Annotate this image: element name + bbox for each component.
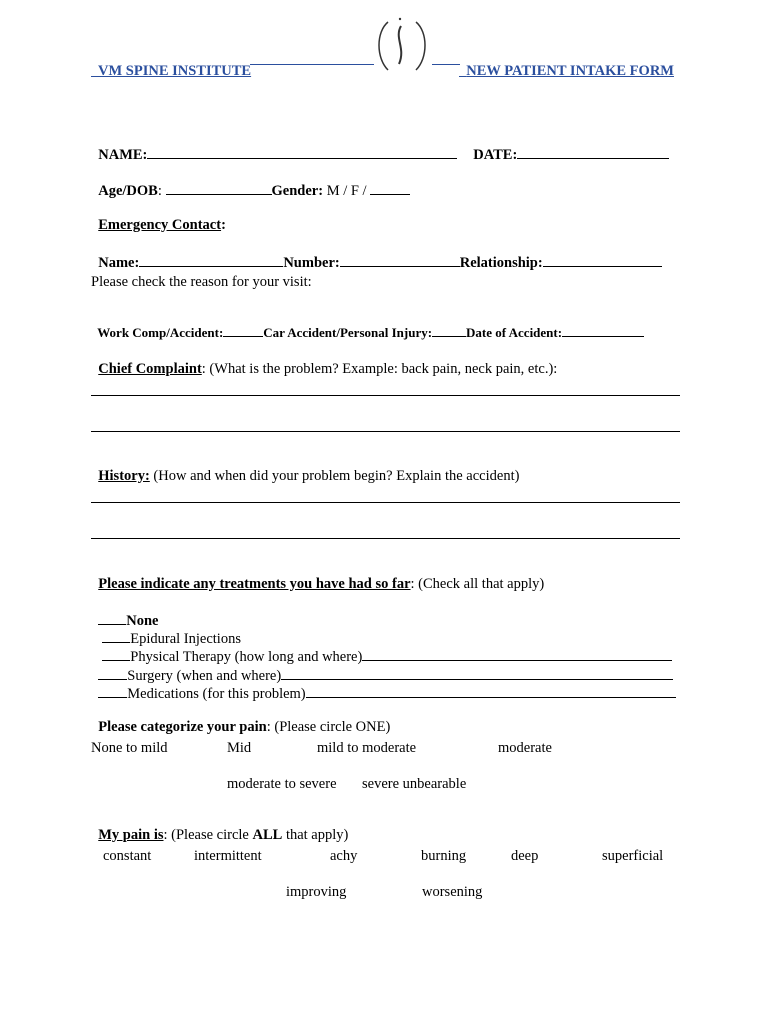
- age-dob-label: Age/DOB: [98, 182, 158, 199]
- treatments-label: Please indicate any treatments you have had so far: [98, 575, 411, 592]
- pain-is-option[interactable]: burning: [421, 848, 467, 864]
- car-accident-label: Car Accident/Personal Injury:: [263, 325, 433, 340]
- pain-is-option[interactable]: achy: [330, 848, 358, 864]
- pain-is-prompt-b: that apply): [282, 826, 349, 843]
- emergency-contact-colon: :: [221, 216, 226, 233]
- age-dob-blank[interactable]: [166, 182, 272, 195]
- date-of-accident-blank[interactable]: [562, 324, 644, 337]
- pain-category-option[interactable]: mild to moderate: [317, 740, 417, 756]
- pain-is-label: My pain is: [98, 826, 164, 843]
- history-label: History:: [98, 467, 150, 484]
- ec-relationship-label: Relationship:: [459, 254, 543, 271]
- treatment-label-surgery: Surgery (when and where): [127, 667, 282, 684]
- work-comp-blank[interactable]: [223, 324, 263, 337]
- pain-is-prompt-a: : (Please circle: [163, 826, 253, 843]
- chief-complaint-prompt: : (What is the problem? Example: back pain, neck pain, etc.):: [201, 360, 558, 377]
- treatment-item-medications[interactable]: [91, 667, 676, 702]
- treatments-heading: [91, 562, 544, 591]
- history-line-1[interactable]: [91, 502, 680, 503]
- pain-category-option[interactable]: moderate: [498, 740, 552, 756]
- date-blank[interactable]: [517, 146, 669, 159]
- name-blank[interactable]: [147, 146, 457, 159]
- name-field[interactable]: [91, 131, 457, 162]
- treatment-label-none: None: [126, 612, 159, 629]
- pain-category-option[interactable]: None to mild: [91, 740, 168, 756]
- ec-number-blank[interactable]: [340, 254, 460, 267]
- chief-complaint-line-2[interactable]: [91, 431, 680, 432]
- form-title: [459, 49, 674, 78]
- treatment-label-epidural: Epidural Injections: [130, 630, 241, 647]
- name-label: NAME:: [98, 146, 148, 163]
- ec-name-label: Name:: [98, 254, 140, 271]
- header-underline-left: [250, 64, 374, 65]
- gender-label: Gender:: [271, 182, 324, 199]
- spine-logo-icon: [374, 14, 430, 74]
- emergency-contact-heading: [91, 203, 226, 232]
- pain-is-option[interactable]: intermittent: [194, 848, 262, 864]
- age-dob-colon: :: [157, 182, 162, 199]
- visit-prompt: Please check the reason for your visit:: [91, 274, 312, 290]
- pain-is-prompt-bold: ALL: [252, 826, 283, 843]
- treatment-check-medications[interactable]: [98, 685, 127, 698]
- history-prompt: (How and when did your problem begin? Explain the accident): [149, 467, 520, 484]
- pain-category-label: Please categorize your pain: [98, 718, 267, 735]
- pain-is-option[interactable]: improving: [286, 884, 347, 900]
- history-line-2[interactable]: [91, 538, 680, 539]
- pain-category-option[interactable]: Mid: [227, 740, 252, 756]
- date-field[interactable]: [466, 131, 669, 162]
- ec-number-label: Number:: [283, 254, 340, 271]
- car-accident-blank[interactable]: [432, 324, 466, 337]
- institute-name-text: VM SPINE INSTITUTE: [98, 62, 252, 79]
- treatments-prompt: : (Check all that apply): [410, 575, 545, 592]
- pain-is-option[interactable]: worsening: [422, 884, 483, 900]
- pain-is-heading: [91, 813, 348, 842]
- pain-is-option[interactable]: superficial: [602, 848, 664, 864]
- emergency-contact-label: Emergency Contact: [98, 216, 222, 233]
- header-underline-right: [432, 64, 460, 65]
- pain-is-option[interactable]: constant: [103, 848, 152, 864]
- gender-other-blank[interactable]: [370, 182, 410, 195]
- visit-reason-row: [91, 311, 644, 339]
- treatment-detail-medications[interactable]: [306, 685, 676, 698]
- institute-name: [91, 49, 251, 78]
- emergency-contact-row: [91, 239, 662, 270]
- date-of-accident-label: Date of Accident:: [466, 325, 563, 340]
- age-gender-row: [91, 167, 410, 198]
- chief-complaint-line-1[interactable]: [91, 395, 680, 396]
- date-label: DATE:: [473, 146, 518, 163]
- work-comp-label: Work Comp/Accident:: [97, 325, 224, 340]
- chief-complaint-heading: [91, 347, 557, 376]
- pain-is-option[interactable]: deep: [511, 848, 539, 864]
- form-title-text: NEW PATIENT INTAKE FORM: [466, 62, 674, 79]
- ec-relationship-blank[interactable]: [543, 254, 662, 267]
- gender-options[interactable]: M / F /: [326, 182, 367, 199]
- pain-category-option[interactable]: severe unbearable: [362, 776, 467, 792]
- pain-category-heading: [91, 705, 390, 734]
- chief-complaint-label: Chief Complaint: [98, 360, 202, 377]
- pain-category-option[interactable]: moderate to severe: [227, 776, 337, 792]
- history-heading: [91, 454, 519, 483]
- pain-category-prompt: : (Please circle ONE): [266, 718, 391, 735]
- treatment-label-medications: Medications (for this problem): [127, 685, 306, 702]
- ec-name-blank[interactable]: [139, 254, 283, 267]
- treatment-label-physical-therapy: Physical Therapy (how long and where): [130, 648, 363, 665]
